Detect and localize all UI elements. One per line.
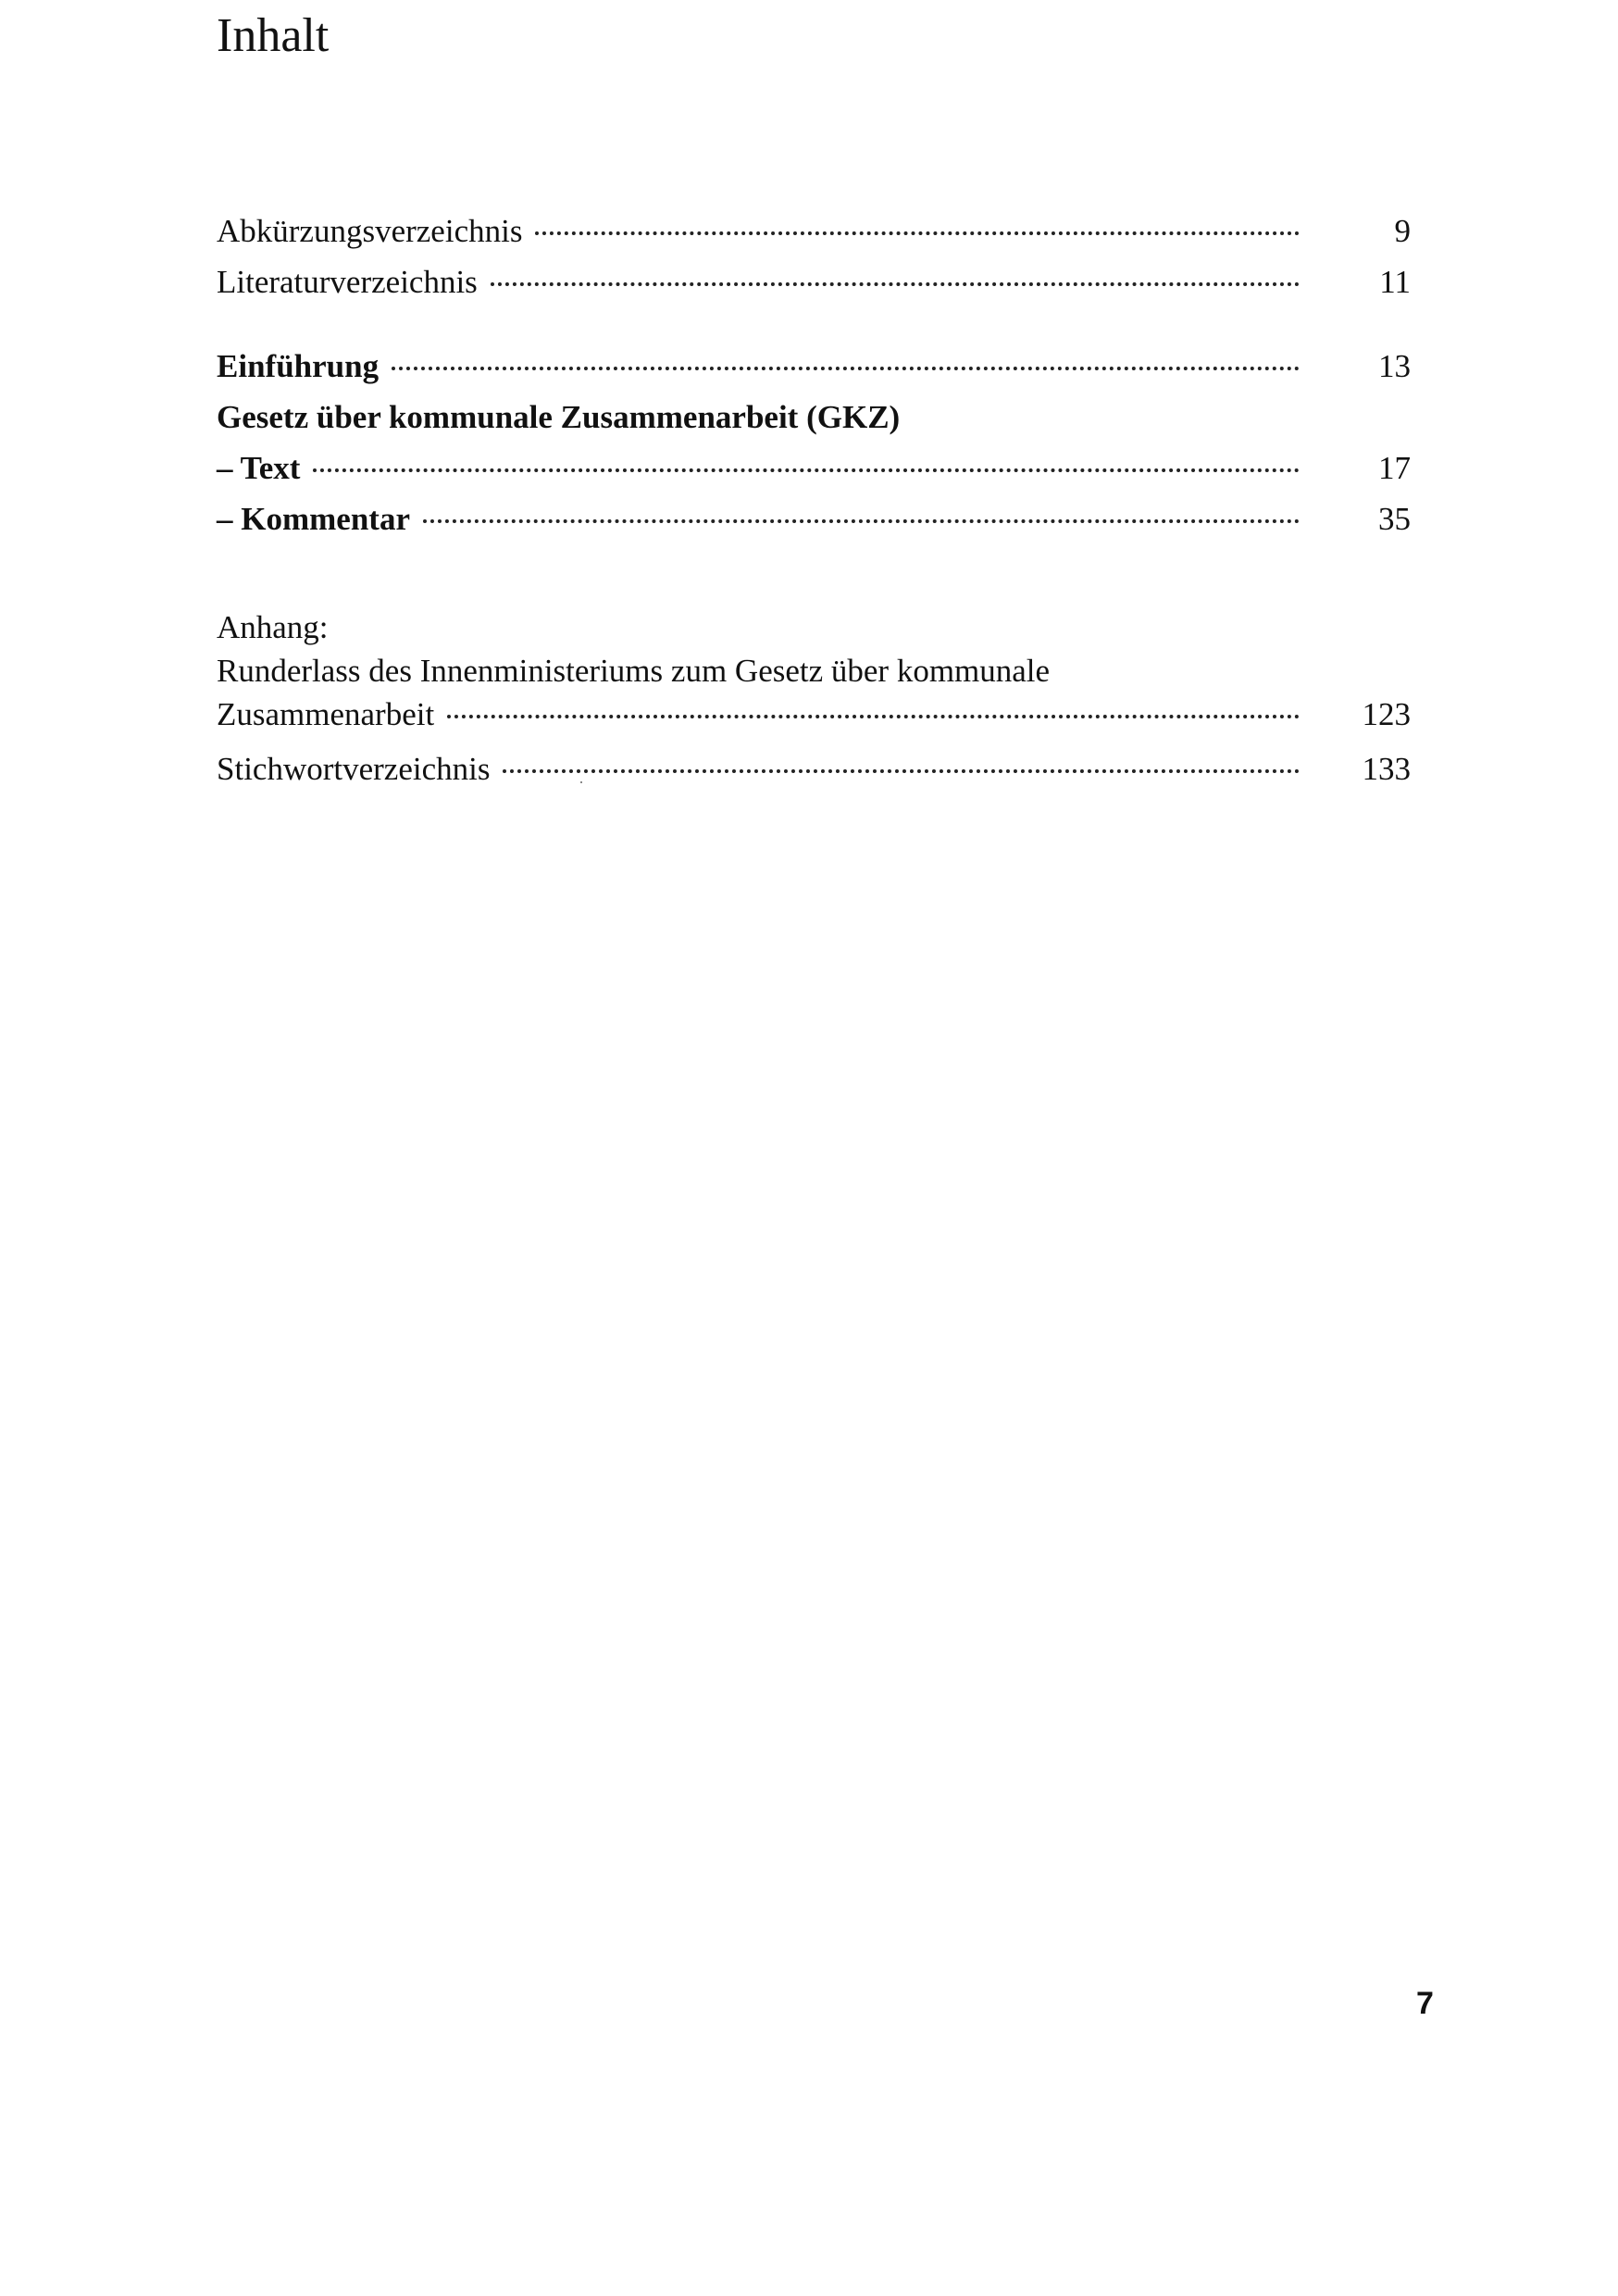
toc-entry-abkuerzungsverzeichnis <box>217 206 1411 256</box>
dot-leader <box>535 231 1300 235</box>
toc-heading-anhang: Anhang: <box>217 609 329 645</box>
dot-leader <box>491 282 1300 286</box>
toc-entry-page: 133 <box>1362 751 1411 787</box>
toc-entry-label: Zusammenarbeit <box>217 696 435 732</box>
page-title: Inhalt <box>217 9 330 62</box>
dot-leader <box>423 519 1300 523</box>
scan-speck <box>580 781 582 783</box>
toc-entry-label: Literaturverzeichnis <box>217 264 478 300</box>
toc-entry-einfuehrung <box>217 341 1411 392</box>
toc-entry-runderlass-line1: Runderlass des Innenministeriums zum Gesetz über kommunale <box>217 653 1051 689</box>
toc-entry-label: Einführung <box>217 348 380 384</box>
toc-heading-gesetz <box>217 392 1411 443</box>
toc-entry-runderlass <box>217 693 1411 736</box>
toc-entry-page: 11 <box>1379 264 1411 300</box>
dot-leader <box>392 367 1300 370</box>
toc-entry-kommentar <box>217 493 1411 544</box>
toc-entry-label: Abkürzungsverzeichnis <box>217 213 523 249</box>
dot-leader <box>447 715 1300 718</box>
table-of-contents <box>217 206 1411 794</box>
toc-entry-page: 123 <box>1362 696 1411 732</box>
dot-leader <box>313 468 1300 472</box>
dot-leader <box>503 769 1300 773</box>
toc-entry-label: – Text <box>217 450 301 486</box>
section-gap <box>217 307 1411 341</box>
toc-entry-page: 9 <box>1394 213 1411 249</box>
line-gap <box>217 736 1411 743</box>
toc-entry-literaturverzeichnis <box>217 256 1411 307</box>
toc-entry-label: Gesetz über kommunale Zusammenarbeit (GKZ) <box>217 399 901 435</box>
toc-entry-text <box>217 443 1411 493</box>
toc-entry-stichwortverzeichnis <box>217 743 1411 794</box>
toc-entry-page: 35 <box>1378 501 1411 537</box>
page-number: 7 <box>1416 1986 1434 2021</box>
toc-entry-label: – Kommentar <box>217 501 410 537</box>
toc-entry-page: 17 <box>1378 450 1411 486</box>
section-gap <box>217 544 1411 605</box>
toc-entry-page: 13 <box>1378 348 1411 384</box>
toc-entry-label: Stichwortverzeichnis <box>217 751 491 787</box>
